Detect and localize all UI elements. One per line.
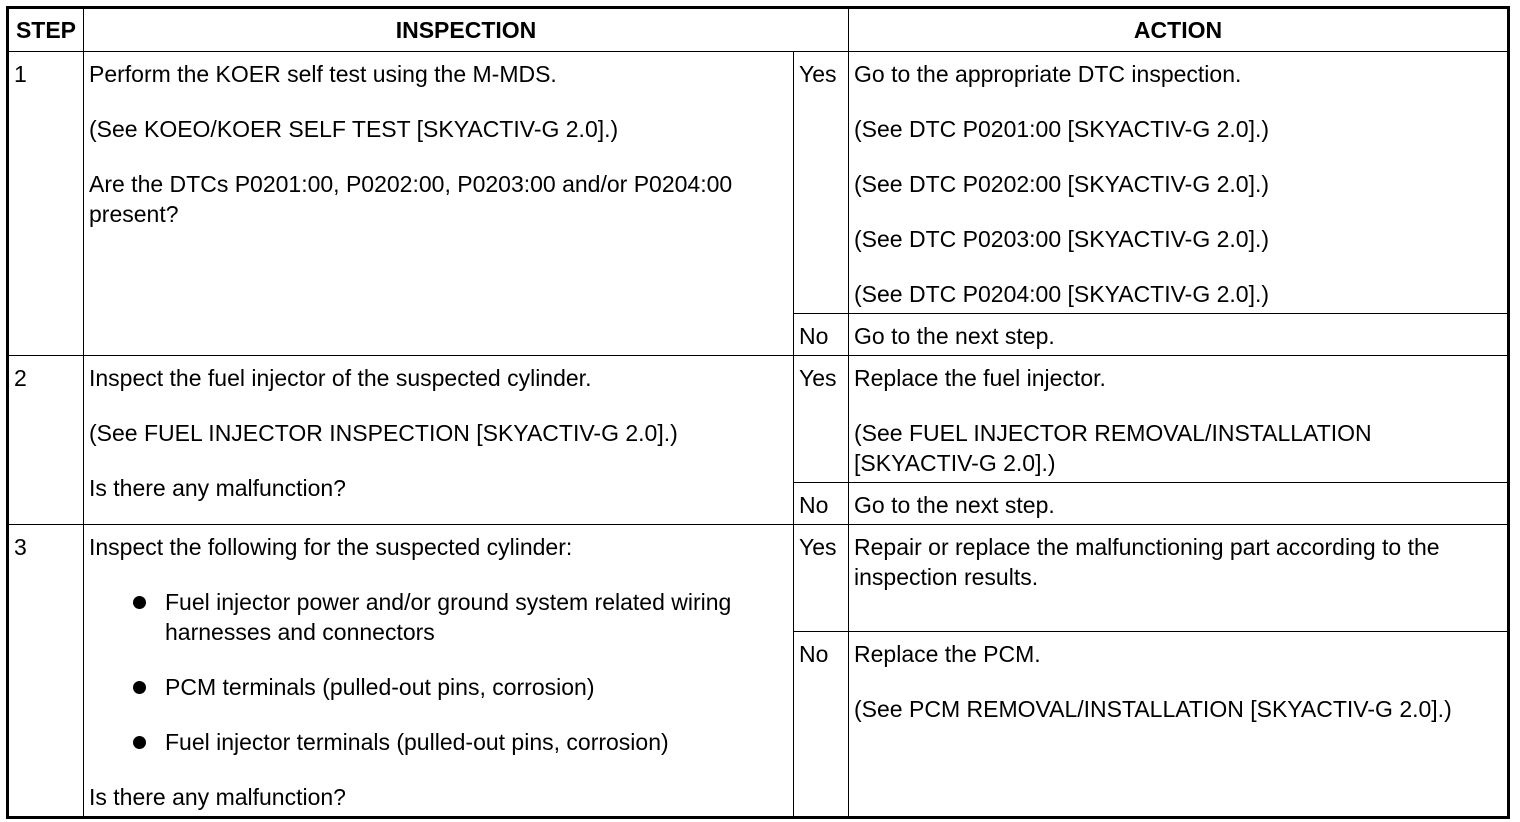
step-3-number: 3 — [8, 525, 84, 818]
step-1-no-action — [849, 314, 1509, 356]
step-2-yes-action — [849, 356, 1509, 483]
step-1-yes-row — [8, 52, 1509, 314]
step-1-yes-line: (See DTC P0201:00 [SKYACTIV-G 2.0].) — [854, 116, 1270, 142]
step-1-yes-action — [849, 52, 1509, 314]
step-1-number: 1 — [8, 52, 84, 356]
bullet-item — [89, 727, 788, 757]
action-header: ACTION — [849, 8, 1509, 52]
step-1-yes-line: Go to the appropriate DTC inspection. — [854, 61, 1242, 87]
troubleshooting-table — [6, 6, 1510, 819]
step-2-yes-line: Replace the fuel injector. — [854, 365, 1106, 391]
header-row — [8, 8, 1509, 52]
step-3-no-action — [849, 631, 1509, 817]
step-1-inspection-question: Are the DTCs P0201:00, P0202:00, P0203:00 and/or P0204:00 present? — [89, 171, 733, 227]
step-3-no-label: No — [794, 631, 849, 817]
step-2-number: 2 — [8, 356, 84, 525]
bullet-item — [89, 672, 788, 702]
step-1-yes-label: Yes — [794, 52, 849, 314]
step-3-no-line: (See PCM REMOVAL/INSTALLATION [SKYACTIV-G 2.0].) — [854, 695, 1452, 722]
step-3-inspection-question: Is there any malfunction? — [89, 784, 346, 810]
step-1-inspection-line: Perform the KOER self test using the M-MDS. — [89, 61, 557, 87]
step-2-no-label: No — [794, 483, 849, 525]
bullet-dot-icon — [133, 681, 146, 694]
step-1-no-label: No — [794, 314, 849, 356]
step-2-no-action — [849, 483, 1509, 525]
step-2-inspection-question: Is there any malfunction? — [89, 475, 346, 501]
step-3-yes-row — [8, 525, 1509, 632]
step-1-inspection — [84, 52, 794, 356]
bullet-item — [89, 587, 788, 647]
step-3-inspection — [84, 525, 794, 818]
step-2-inspection-line: (See FUEL INJECTOR INSPECTION [SKYACTIV-G 2.0].) — [89, 420, 678, 446]
step-3-no-line: Replace the PCM. — [854, 640, 1041, 667]
bullet-text: PCM terminals (pulled-out pins, corrosion) — [165, 674, 595, 700]
step-2-inspection-line: Inspect the fuel injector of the suspected cylinder. — [89, 365, 592, 391]
step-3-yes-label: Yes — [794, 525, 849, 632]
step-header: STEP — [8, 8, 84, 52]
step-2-yes-row — [8, 356, 1509, 483]
step-2-inspection — [84, 356, 794, 525]
step-1-yes-line: (See DTC P0202:00 [SKYACTIV-G 2.0].) — [854, 171, 1270, 197]
step-1-yes-line: (See DTC P0203:00 [SKYACTIV-G 2.0].) — [854, 226, 1270, 252]
inspection-header: INSPECTION — [84, 8, 849, 52]
step-2-yes-label: Yes — [794, 356, 849, 483]
step-2-yes-line: (See FUEL INJECTOR REMOVAL/INSTALLATION [SKYACTIV-G 2.0].) — [854, 420, 1372, 476]
bullet-dot-icon — [133, 736, 146, 749]
step-3-yes-action — [849, 525, 1509, 632]
bullet-dot-icon — [133, 596, 146, 609]
bullet-text: Fuel injector power and/or ground system related wiring harnesses and connectors — [165, 589, 732, 645]
step-1-yes-line: (See DTC P0204:00 [SKYACTIV-G 2.0].) — [854, 281, 1270, 307]
step-3-bullet-list — [89, 587, 788, 757]
step-1-inspection-line: (See KOEO/KOER SELF TEST [SKYACTIV-G 2.0].) — [89, 116, 619, 142]
bullet-text: Fuel injector terminals (pulled-out pins, corrosion) — [165, 729, 669, 755]
step-3-inspection-intro: Inspect the following for the suspected cylinder: — [89, 534, 573, 560]
step-2-no-line: Go to the next step. — [854, 492, 1055, 518]
step-3-yes-line: Repair or replace the malfunctioning part according to the inspection results. — [854, 534, 1440, 590]
step-1-no-line: Go to the next step. — [854, 323, 1055, 349]
